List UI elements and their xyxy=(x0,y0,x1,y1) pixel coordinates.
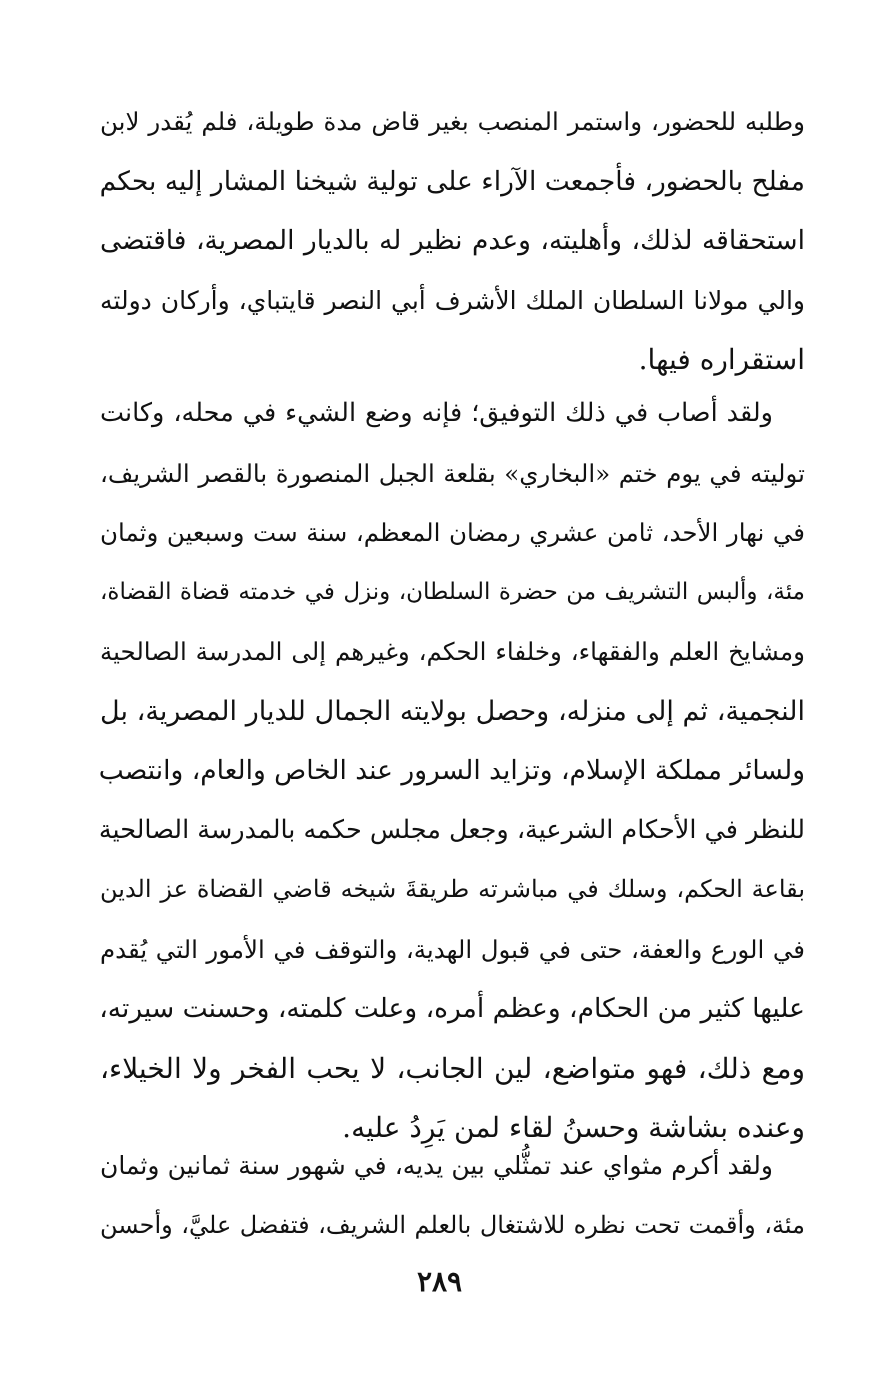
text-line: ولقد أصاب في ذلك التوفيق؛ فإنه وضع الشيء في محله، وكانت xyxy=(100,398,773,428)
paragraph-1 xyxy=(100,92,805,390)
text-line: عليها كثير من الحكام، وعظم أمره، وعلت كلمته، وحسنت سيرته، xyxy=(99,993,805,1024)
text-line: بقاعة الحكم، وسلك في مباشرته طريقةَ شيخه قاضي القضاة عز الدين xyxy=(100,875,806,903)
text-line: في نهار الأحد، ثامن عشري رمضان المعظم، سنة ست وسبعين وثمان xyxy=(100,518,805,547)
text-line: مئة، وألبس التشريف من حضرة السلطان، ونزل في خدمته قضاة القضاة، xyxy=(100,578,805,605)
text-line: ولقد أكرم مثواي عند تمثُّلي بين يديه، في شهور سنة ثمانين وثمان xyxy=(100,1151,773,1180)
text-line: مفلح بالحضور، فأجمعت الآراء على تولية شيخنا المشار إليه بحكم xyxy=(99,165,805,197)
text-line: استحقاقه لذلك، وأهليته، وعدم نظير له بالديار المصرية، فاقتضى xyxy=(100,225,805,256)
paragraph-3 xyxy=(100,1136,805,1255)
text-line: ولسائر مملكة الإسلام، وتزايد السرور عند الخاص والعام، وانتصب xyxy=(98,755,805,786)
text-line: في الورع والعفة، حتى في قبول الهدية، والتوقف في الأمور التي يُقدم xyxy=(100,934,805,964)
text-line: للنظر في الأحكام الشرعية، وجعل مجلس حكمه بالمدرسة الصالحية xyxy=(98,814,805,845)
text-line: استقراره فيها. xyxy=(638,343,805,376)
text-line: النجمية، ثم إلى منزله، وحصل بولايته الجمال للديار المصرية، بل xyxy=(100,695,805,727)
paragraph-2 xyxy=(100,384,805,1158)
text-line: ومع ذلك، فهو متواضع، لين الجانب، لا يحب الفخر ولا الخيلاء، xyxy=(100,1051,805,1085)
text-line: ومشايخ العلم والفقهاء، وخلفاء الحكم، وغيرهم إلى المدرسة الصالحية xyxy=(100,637,805,666)
text-line: مئة، وأقمت تحت نظره للاشتغال بالعلم الشريف، فتفضل عليَّ، وأحسن xyxy=(100,1210,805,1239)
text-line: وعنده بشاشة وحسنُ لقاء لمن يَرِدُ عليه. xyxy=(342,1111,805,1144)
text-line: توليته في يوم ختم «البخاري» بقلعة الجبل المنصورة بالقصر الشريف، xyxy=(100,458,805,488)
text-line: والي مولانا السلطان الملك الأشرف أبي النصر قايتباي، وأركان دولته xyxy=(100,285,805,315)
text-line: وطلبه للحضور، واستمر المنصب بغير قاض مدة طويلة، فلم يُقدر لابن xyxy=(100,107,805,136)
page-number: ٢٨٩ xyxy=(416,1265,463,1298)
